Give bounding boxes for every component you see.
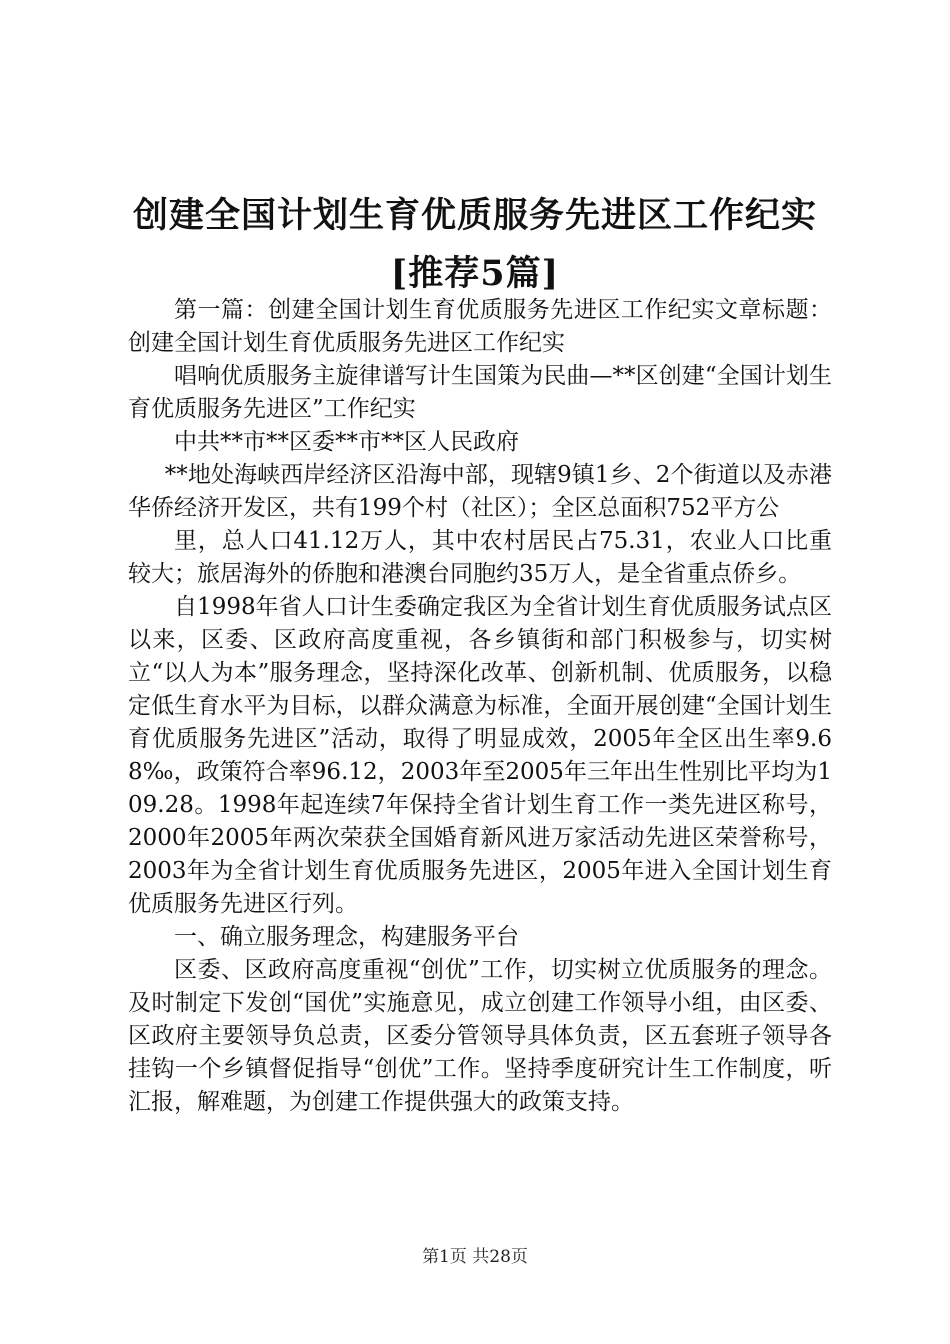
page-number-footer: 第1页 共28页 [422,1247,528,1267]
paragraph: 自1998年省人口计生委确定我区为全省计划生育优质服务试点区以来，区委、区政府高度重视，各乡镇街和部门积极参与，切实树立“以人为本”服务理念，坚持深化改革、创新机制、优质服务，以稳定低生育水平为目标，以群众满意为标准，全面开展创建“全国计划生育优质服务先进区”活动，取得了明显成效，2005年全区出生率9.68‰，政策符合率96.12，2003年至2005年三年出生性别比平均为109.28。1998年起连续7年保持全省计划生育工作一类先进区称号，2000年2005年两次荣获全国婚育新风进万家活动先进区荣誉称号，2003年为全省计划生育优质服务先进区，2005年进入全国计划生育优质服务先进区行列。 [128,594,832,917]
paragraph: **地处海峡西岸经济区沿海中部，现辖9镇1乡、2个街道以及赤港华侨经济开发区，共有199个村（社区）；全区总面积752平方公 [128,462,832,521]
paragraph: 唱响优质服务主旋律谱写计生国策为民曲—**区创建“全国计划生育优质服务先进区”工作纪实 [128,363,832,422]
document-body [128,294,832,1119]
paragraph: 里，总人口41.12万人，其中农村居民占75.31，农业人口比重较大；旅居海外的侨胞和港澳台同胞约35万人，是全省重点侨乡。 [128,528,832,587]
paragraph: 区委、区政府高度重视“创优”工作，切实树立优质服务的理念。及时制定下发创“国优”实施意见，成立创建工作领导小组，由区委、区政府主要领导负总责，区委分管领导具体负责，区五套班子领导各挂钩一个乡镇督促指导“创优”工作。坚持季度研究计生工作制度，听汇报，解难题，为创建工作提供强大的政策支持。 [128,957,832,1115]
document-title: 创建全国计划生育优质服务先进区工作纪实 [132,195,817,236]
document-title-suffix: [推荐5篇] [390,253,560,294]
paragraph: 中共**市**区委**市**区人民政府 [174,429,519,455]
section-heading: 一、确立服务理念，构建服务平台 [174,924,519,950]
paragraph: 第一篇：创建全国计划生育优质服务先进区工作纪实文章标题：创建全国计划生育优质服务先进区工作纪实 [128,297,832,356]
